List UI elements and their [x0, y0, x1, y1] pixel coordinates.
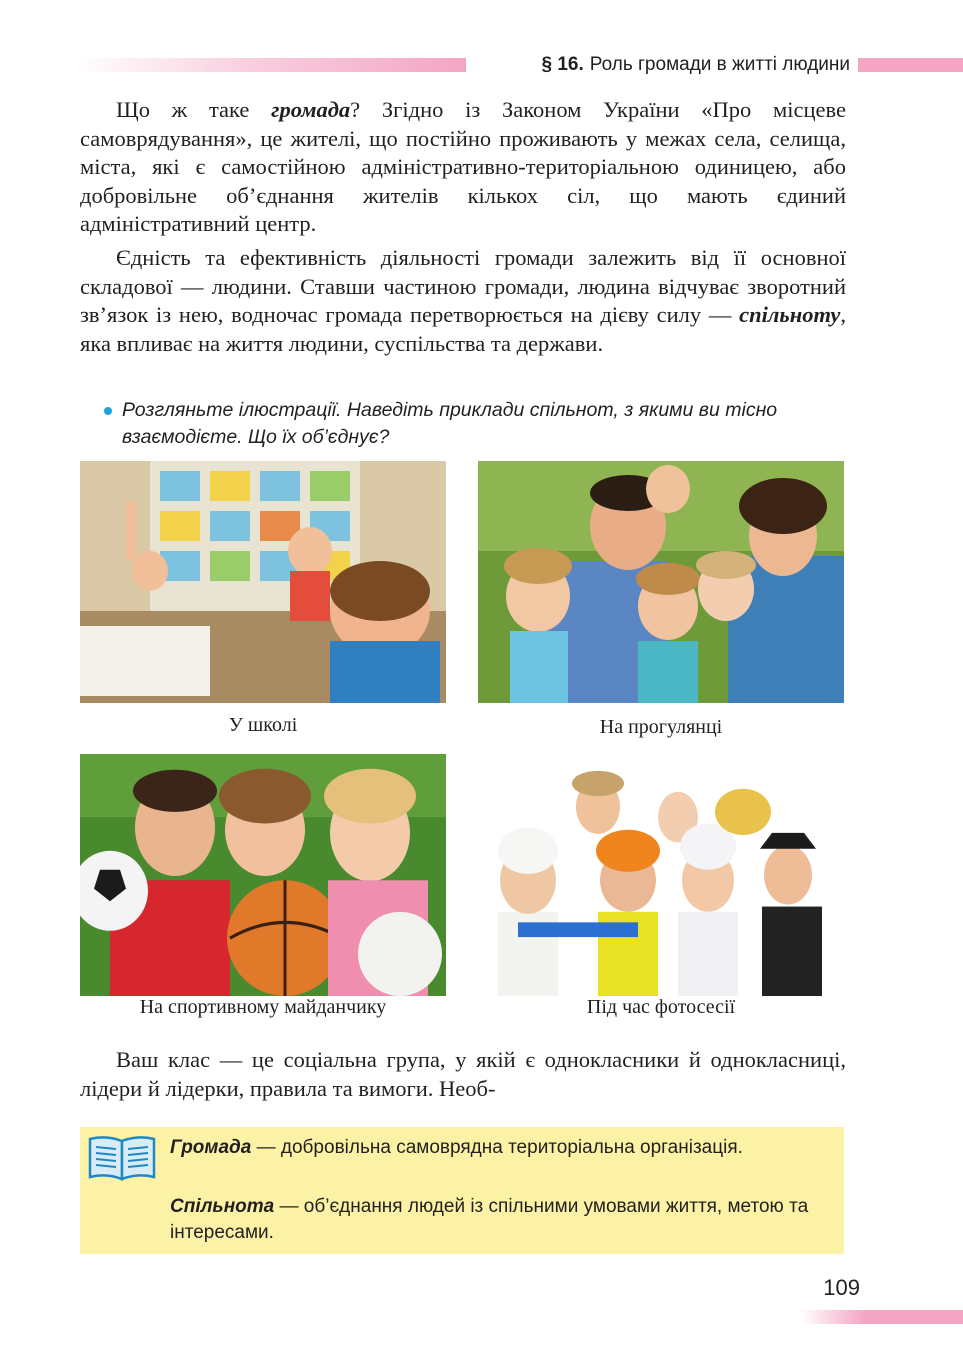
header-band-left: [76, 58, 466, 72]
paragraph-community-definition: [80, 96, 846, 239]
p1-text-after: ? Згідно із Законом України «Про місцеве самоврядування», це жителі, що постійно проживають у межах села, селища, міста, які є самостійною адміністративно-територіальною одиницею, або добровільне об’єднання жителів кількох сіл, що мають єдиний адміністративний центр.: [80, 97, 846, 237]
page-number: 109: [823, 1275, 860, 1300]
header-band-right: [858, 58, 963, 72]
caption-walk: На прогулянці: [599, 716, 723, 738]
caption-school: У школі: [228, 714, 298, 736]
definition-hromada: [170, 1135, 838, 1161]
caption-photo-session: Під час фотосесії: [586, 996, 736, 1018]
paragraph-class: Ваш клас — це соціальна група, у якій є однокласники й однокласниці, лідери й лідерки, правила та вимоги. Необ-: [80, 1047, 846, 1101]
term-hromada: громада: [271, 97, 351, 122]
term-spilnota: спільноту: [739, 302, 841, 328]
photo-family-walk: [478, 461, 844, 703]
photo-photo-session: [478, 754, 844, 996]
p2-text-before: Єдність та ефективність діяльності громади залежить від її основної складової — людини. Ставши частиною громади, людина відчуває зворотний зв’язок із нею, водночас громада перетворюється на дієву силу —: [80, 245, 846, 328]
section-number: § 16.: [541, 54, 584, 75]
photo-school: [80, 461, 446, 703]
definition-term: Спільнота: [170, 1196, 275, 1217]
task-prompt: Розгляньте ілюстрації. Наведіть приклади спільнот, з якими ви тісно взаємодієте. Що їх об’єднує?: [122, 399, 778, 448]
open-book-icon: [86, 1133, 158, 1183]
bullet-dot-icon: [104, 407, 112, 415]
running-header: [470, 52, 850, 78]
definition-term: Громада: [170, 1137, 252, 1158]
definition-spilnota: [170, 1194, 838, 1246]
definition-text: — об’єднання людей із спільними умовами життя, метою та інтересами.: [170, 1196, 809, 1243]
p1-text-before: Що ж таке: [116, 97, 272, 122]
caption-sports: На спортивному майданчику: [139, 996, 387, 1018]
section-title: Роль громади в житті людини: [589, 54, 850, 75]
p2-text-after: , яка впливає на життя людини, суспільства та держави.: [80, 302, 846, 356]
footer-band: [800, 1310, 963, 1324]
photo-sports-ground: [80, 754, 446, 996]
definition-text: — добровільна самоврядна територіальна організація.: [251, 1137, 743, 1158]
paragraph-unity: [80, 244, 846, 358]
